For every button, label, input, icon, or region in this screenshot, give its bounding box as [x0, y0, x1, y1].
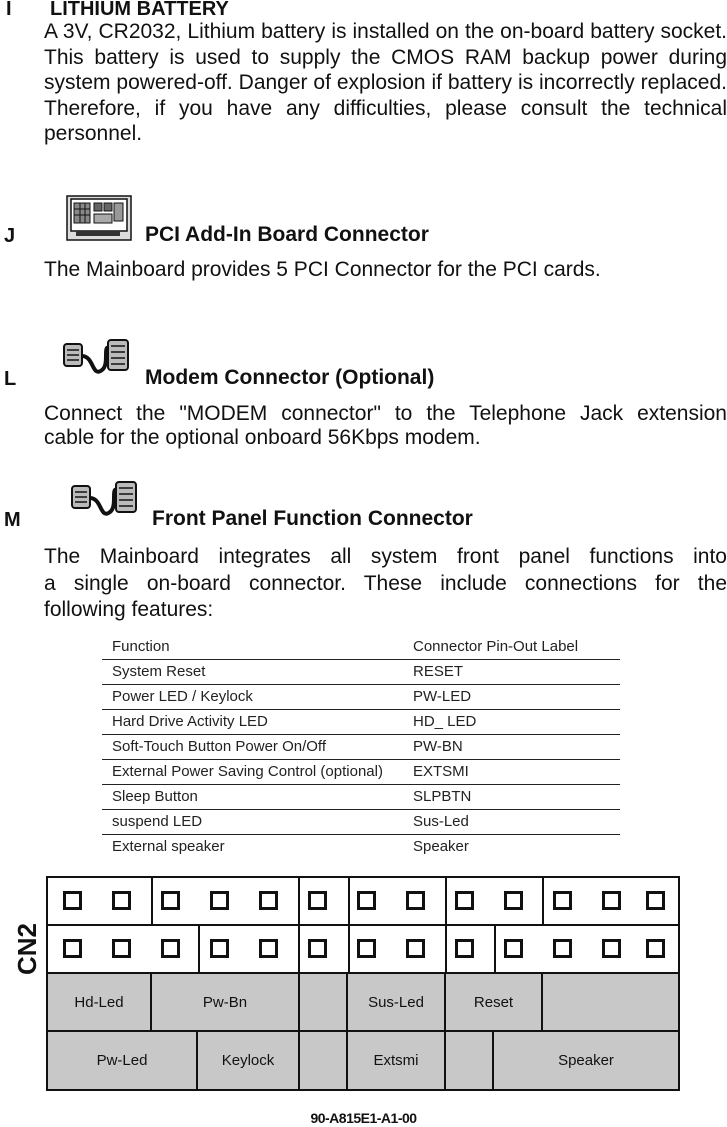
table-cell-function: External speaker: [112, 838, 225, 856]
section-body-front-panel-line2: a single on-board connector. These include connections for the: [44, 572, 727, 595]
section-letter-j: J: [4, 225, 16, 247]
table-row: [102, 784, 620, 809]
pin: [406, 939, 425, 958]
pin: [210, 891, 229, 910]
front-panel-function-table: [102, 634, 620, 859]
table-cell-function: Sleep Button: [102, 784, 409, 809]
table-row: [102, 809, 620, 834]
divider: [348, 878, 350, 924]
table-cell-label: Sus-Led: [409, 809, 620, 834]
pin: [259, 891, 278, 910]
table-row: [102, 759, 620, 784]
divider: [445, 926, 447, 972]
section-letter-m: M: [4, 509, 21, 531]
table-cell-function: suspend LED: [102, 809, 409, 834]
pin: [646, 891, 665, 910]
pin: [504, 939, 523, 958]
label-empty: [300, 1032, 348, 1089]
table-cell-label: RESET: [409, 659, 620, 684]
label-extsmi: Extsmi: [348, 1032, 446, 1089]
table-cell-label: HD_ LED: [409, 709, 620, 734]
table-cell-function: Power LED / Keylock: [102, 684, 409, 709]
label-hd-led: Hd-Led: [48, 974, 152, 1030]
pin: [259, 939, 278, 958]
section-title-modem: Modem Connector (Optional): [145, 366, 435, 389]
section-letter-i: I: [6, 0, 12, 20]
divider: [298, 878, 300, 924]
label-sus-led: Sus-Led: [348, 974, 446, 1030]
divider: [542, 878, 544, 924]
table-cell-label: PW-BN: [409, 734, 620, 759]
section-body-modem-line2: cable for the optional onboard 56Kbps modem.: [44, 426, 481, 449]
modem-cable-icon: [62, 334, 132, 384]
section-letter-l: L: [4, 368, 17, 390]
pin: [112, 891, 131, 910]
divider: [198, 926, 200, 972]
document-part-number: 90-A815E1-A1-00: [310, 1110, 417, 1126]
pin: [602, 891, 621, 910]
section-body-front-panel-line3: following features:: [44, 598, 214, 621]
pin: [455, 939, 474, 958]
table-cell-label: EXTSMI: [409, 759, 620, 784]
front-panel-connector-diagram: [46, 876, 680, 1091]
pin: [308, 891, 327, 910]
pin: [646, 939, 665, 958]
table-header-label: Connector Pin-Out Label: [409, 634, 620, 659]
label-empty: [300, 974, 348, 1030]
label-empty: [446, 1032, 494, 1089]
table-header-row: [102, 634, 620, 659]
pin-row-bottom: [48, 926, 678, 972]
section-title-lithium-battery: LITHIUM BATTERY: [50, 0, 229, 20]
divider: [348, 926, 350, 972]
pin: [63, 939, 82, 958]
divider: [151, 878, 153, 924]
table-header-function: Function: [102, 634, 409, 659]
table-cell-label: SLPBTN: [409, 784, 620, 809]
table-cell-function: External Power Saving Control (optional): [102, 759, 409, 784]
pin: [357, 891, 376, 910]
label-pw-led: Pw-Led: [48, 1032, 198, 1089]
section-title-front-panel: Front Panel Function Connector: [152, 507, 473, 530]
pin: [602, 939, 621, 958]
section-body-lithium-battery: A 3V, CR2032, Lithium battery is installed on the on-board battery socket. This battery is used to supply the CMOS RAM backup power during system powered-off. Danger of explosion if battery is incorrectly replaced. Therefore, if you have any difficulties, please consult the technical personnel.: [44, 20, 727, 145]
pin: [406, 891, 425, 910]
table-cell-function: Soft-Touch Button Power On/Off: [102, 734, 409, 759]
connector-name-cn2: CN2: [12, 922, 42, 975]
pin: [553, 891, 572, 910]
section-body-modem-line1: Connect the "MODEM connector" to the Telephone Jack extension: [44, 402, 727, 425]
label-pw-bn: Pw-Bn: [152, 974, 300, 1030]
table-cell-function: System Reset: [102, 659, 409, 684]
pin: [210, 939, 229, 958]
pin: [553, 939, 572, 958]
label-speaker: Speaker: [494, 1032, 678, 1089]
section-title-pci: PCI Add-In Board Connector: [145, 223, 429, 246]
pin-row-top: [48, 878, 678, 924]
pin: [308, 939, 327, 958]
table-cell-label: PW-LED: [409, 684, 620, 709]
pin: [63, 891, 82, 910]
divider: [298, 926, 300, 972]
pin: [357, 939, 376, 958]
label-reset: Reset: [446, 974, 543, 1030]
pin: [455, 891, 474, 910]
section-body-front-panel-line1: The Mainboard integrates all system front panel functions into: [44, 545, 727, 568]
section-body-pci: The Mainboard provides 5 PCI Connector for the PCI cards.: [44, 258, 601, 281]
table-cell-label: Speaker: [413, 838, 469, 856]
table-row: [102, 834, 620, 859]
pci-card-icon: [66, 195, 132, 241]
table-row: [102, 659, 620, 684]
divider: [494, 926, 496, 972]
table-row: [102, 684, 620, 709]
divider: [445, 878, 447, 924]
label-empty: [543, 974, 678, 1030]
table-row: [102, 709, 620, 734]
pin: [161, 891, 180, 910]
front-panel-cable-icon: [70, 476, 140, 526]
label-keylock: Keylock: [198, 1032, 300, 1089]
table-cell-function: Hard Drive Activity LED: [102, 709, 409, 734]
pin: [112, 939, 131, 958]
table-row: [102, 734, 620, 759]
pin: [161, 939, 180, 958]
pin: [504, 891, 523, 910]
